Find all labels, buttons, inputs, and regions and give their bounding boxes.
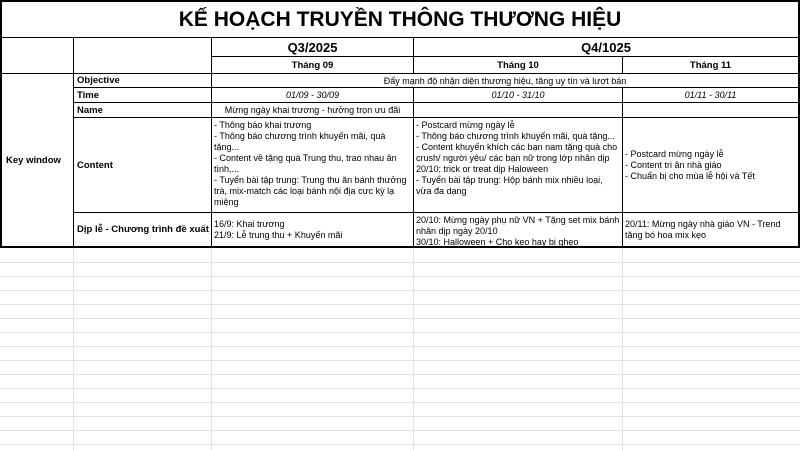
- content-label: Content: [74, 118, 212, 213]
- name-m11: [623, 103, 800, 118]
- occasion-m09-text: 16/9: Khai trương 21/9: Lễ trung thu + Khuyến mãi: [214, 218, 343, 240]
- month-11-header: Tháng 11: [623, 57, 800, 74]
- name-m10: [414, 103, 623, 118]
- occasion-m09: [212, 213, 414, 248]
- occasion-label: Dịp lễ - Chương trình đề xuất: [74, 213, 212, 248]
- quarter-q3-header: Q3/2025: [212, 38, 414, 57]
- occasion-m11-text: 20/11: Mừng ngày nhà giáo VN - Trend tặng bó hoa mix kẹo: [625, 218, 781, 240]
- time-m11: 01/11 - 30/11: [623, 88, 800, 103]
- time-label: Time: [74, 88, 212, 103]
- sheet-title: KẾ HOẠCH TRUYỀN THÔNG THƯƠNG HIỆU: [0, 0, 800, 38]
- content-m09: - Thông báo khai trương - Thông báo chương trình khuyến mãi, quà tặng... - Content về tặng quà Trung thu, trao nhau ân tình,... - Tuyển bài tập trung: Trung thu ăn bánh thưởng trà, mix-match các loại bánh nội địa cực kỳ lạ miệng: [212, 118, 414, 213]
- content-m11: [623, 118, 800, 213]
- name-m09: Mừng ngày khai trương - hưởng trọn ưu đãi: [212, 103, 414, 118]
- content-m10: - Postcard mừng ngày lễ - Thông báo chương trình khuyến mãi, quà tặng... - Content khuyến khích các bạn nam tặng quà cho crush/ người yêu/ các bạn nữ trong lớp nhân dịp 20/10; trick or treat dịp Haloween - Tuyển bài tập trung: Hộp bánh mix nhiều loại, vừa đa dạng: [414, 118, 623, 213]
- time-m10: 01/10 - 31/10: [414, 88, 623, 103]
- quarter-q4-header: Q4/1025: [414, 38, 800, 57]
- objective-text: Đẩy mạnh độ nhận diện thương hiệu, tăng uy tín và lượt bán: [212, 74, 800, 88]
- objective-label: Objective: [74, 74, 212, 88]
- month-09-header: Tháng 09: [212, 57, 414, 74]
- key-window-label: Key window: [0, 74, 74, 248]
- header-empty-a: [0, 38, 74, 74]
- content-m11-text: - Postcard mừng ngày lễ - Content tri ân nhà giáo - Chuẩn bị cho mùa lễ hội và Tết: [625, 148, 755, 181]
- header-empty-b: [74, 38, 212, 74]
- occasion-m11: [623, 213, 800, 248]
- name-label: Name: [74, 103, 212, 118]
- time-m09: 01/09 - 30/09: [212, 88, 414, 103]
- month-10-header: Tháng 10: [414, 57, 623, 74]
- occasion-m10: 20/10: Mừng ngày phụ nữ VN + Tặng set mix bánh nhân dịp ngày 20/10 30/10: Halloween + Cho kẹo hay bị ghẹo: [414, 213, 623, 248]
